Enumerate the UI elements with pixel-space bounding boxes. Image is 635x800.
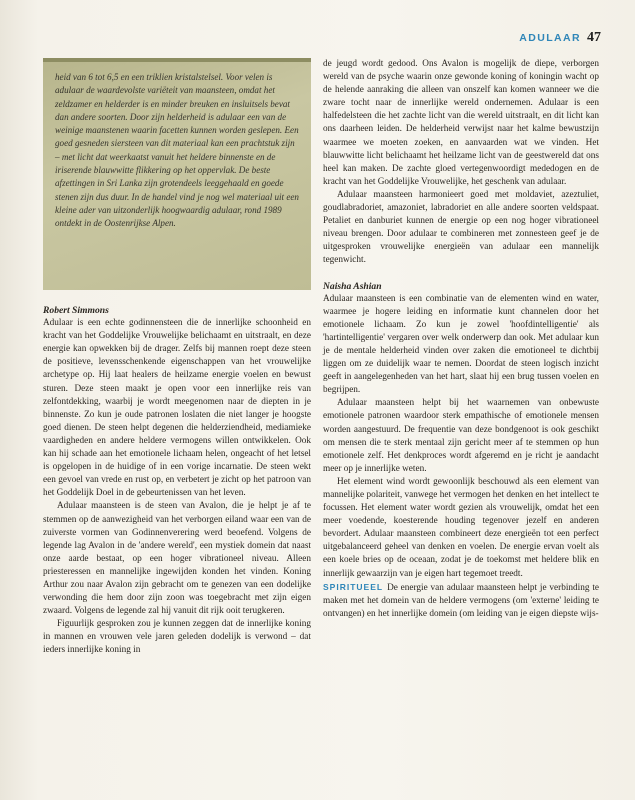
author-robert-simmons: Robert Simmons — [43, 305, 109, 316]
right-column — [323, 58, 599, 621]
paragraph: de jeugd wordt gedood. Ons Avalon is mogelijk de diepe, verborgen wereld van de psyche waarin onze gewonde koning of koningin wacht op de helende aanraking die alleen van onszelf kan komen wanneer we die zware tocht naar de innerlijke wereld ondernemen. Adulaar is een halfedelsteen die het zachte licht van die wereld uitstraalt, en dit licht kan ons daarheen leiden. De helderheid verwijst naar het kalme bewustzijn waarmee we moeten zoeken, en aanvaarden wat we vinden. Het blauwwitte licht belichaamt het heilzame licht van de geestwereld dat ons heel kan maken. De zachte gloed vertegenwoordigt mededogen en de kracht van het Goddelijke Vrouwelijke, het geschenk van adulaar. — [323, 59, 599, 187]
paragraph: Adulaar maansteen helpt bij het waarnemen van onbewuste emotionele patronen waardoor sterk empathische of emotionele mensen worden aangestuurd. De frequentie van deze bondgenoot is ook geschikt om mensen die te sterk mentaal zijn gericht meer af te stemmen op hun emotionele zelf. Het denkproces wordt afgeremd en je richt je aandacht meer op je innerlijke weten. — [323, 398, 599, 474]
paragraph: Figuurlijk gesproken zou je kunnen zeggen dat de innerlijke koning in mannen en vrouwen vele jaren geleden dodelijk is verwond – dat ieders innerlijke koning in — [43, 619, 311, 656]
paragraph: Adulaar maansteen is de steen van Avalon, die je helpt je af te stemmen op de aanwezigheid van het verborgen eiland waar een van de zuiverste vormen van Godinnenverering werd beoefend. Volgens de legende lag Avalon in de 'andere wereld', een mystiek domein dat naast onze aarde bestaat, op een hoger vibrationeel niveau. Alleen priesteressen en mannelijke ingewijden konden het vinden. Koning Arthur zou naar Avalon zijn gebracht om te genezen van een dodelijke verwonding die hem door zijn zoon was toegebracht met zijn eigen zwaard. Volgens de legende zal hij vanuit dit rijk ooit terugkeren. — [43, 501, 311, 617]
paragraph: Adulaar is een echte godinnensteen die de innerlijke schoonheid en kracht van het Goddelijke Vrouwelijke belichaamt en uitstraalt, en deze energie kan opwekken bij de drager. Zelfs bij mannen roept deze steen de positieve, levensschenkende eigenschappen van het vrouwelijke archetype op. Hij laat healers de heilzame energie voelen en bewust sturen. Deze steen maakt je open voor een innerlijke reis van zelfontdekking, waarbij je wordt meegenomen naar de diepten in je binnenste. Zo kun je oude patronen loslaten die niet langer je hoogste goed dienen. De steen helpt degenen die helderziendheid, mediamieke vaardigheden en andere heldere vermogens willen ontwikkelen. Ook kan hij schade aan het emotionele lichaam helen, ongeacht of het letsel is opgelopen in de huidige of in een vorige incarnatie. De steen wekt een gevoel van vrede en rust op, en verbetert je zicht op het patroon van het Goddelijk Doel in de gebeurtenissen van het leven. — [43, 318, 311, 499]
paragraph-text: De energie van adulaar maansteen helpt je verbinding te maken met het domein van de heldere vermogens (om 'externe' leiding te ontvangen) en het innerlijke domein (om leiding van je eigen diepste wijs- — [323, 582, 599, 619]
page-header — [519, 30, 601, 46]
author-naisha-ashian: Naisha Ashian — [323, 280, 382, 292]
section-title: ADULAAR — [519, 32, 581, 44]
spiritueel-label: SPIRITUEEL — [323, 581, 384, 592]
paragraph: Adulaar maansteen is een combinatie van de elementen wind en water, waarmee je hogere leiding en informatie kunt channelen door het emotionele lichaam. Zo kun je zowel 'hoofdintelligentie' als 'hartintelligentie' vergaren over welk onderwerp dan ook. Met adulaar kun je de mentale helderheid vinden over zaken die emotioneel te dichtbij liggen om ze duidelijk waar te nemen. Doordat de steen logisch inzicht geeft in aangelegenheden van het hart, slaat hij een brug tussen voelen en begrijpen. — [323, 293, 599, 396]
paragraph: Het element wind wordt gewoonlijk beschouwd als een element van mannelijke polariteit, vanwege het vermogen het denken en het intellect te focussen. Het element water wordt gezien als vrouwelijk, omdat het een meer voedende, koesterende houding tegenover jezelf en anderen bevordert. Adulaar maansteen combineert deze energieën tot een perfect uitgebalanceerd geheel van denken en voelen. De energie ervan voelt als een koele bries op de oceaan, zodat je de toekomst met heldere blik en innerlijk gewaarzijn van je eigen hart tegemoet treedt. — [323, 476, 599, 579]
info-box-text: heid van 6 tot 6,5 en een triklien kristalstelsel. Voor velen is adulaar de waardevolste variëteit van maansteen, omdat het zeldzamer en helderder is en minder breuken en insluitsels bevat dan andere soorten. Door zijn helderheid is adulaar een van de weinige maanstenen waarin facetten kunnen worden geslepen. Een goed gesneden siersteen van dit materiaal kan een prachtstuk zijn – met licht dat weerkaatst vanuit het heldere binnenste en de iriserende blauwwitte flikkering op het oppervlak. De beste afzettingen in Sri Lanka zijn grotendeels leeggehaald en goede stenen zijn dus duur. In de handel vind je nog wel materiaal uit een kleine ader van uitzonderlijk hoogwaardig adulaar, rond 1989 ontdekt in de Oostenrijkse Alpen. — [55, 72, 299, 229]
page-number: 47 — [587, 30, 601, 45]
paragraph: Adulaar maansteen harmonieert goed met moldaviet, azeztuliet, goudlabradoriet, amazoniet, labradoriet en alle andere soorten veldspaat. Petaliet en danburiet kunnen de energie op een nog hoger vibrationeel niveau brengen. Door adulaar te combineren met zonnesteen geef je de uitgesproken vrouwelijke energieën van adulaar een mannelijk tegenwicht. — [323, 189, 599, 266]
left-column — [43, 58, 311, 658]
info-box — [43, 58, 311, 290]
paragraph-spiritueel — [323, 581, 599, 621]
